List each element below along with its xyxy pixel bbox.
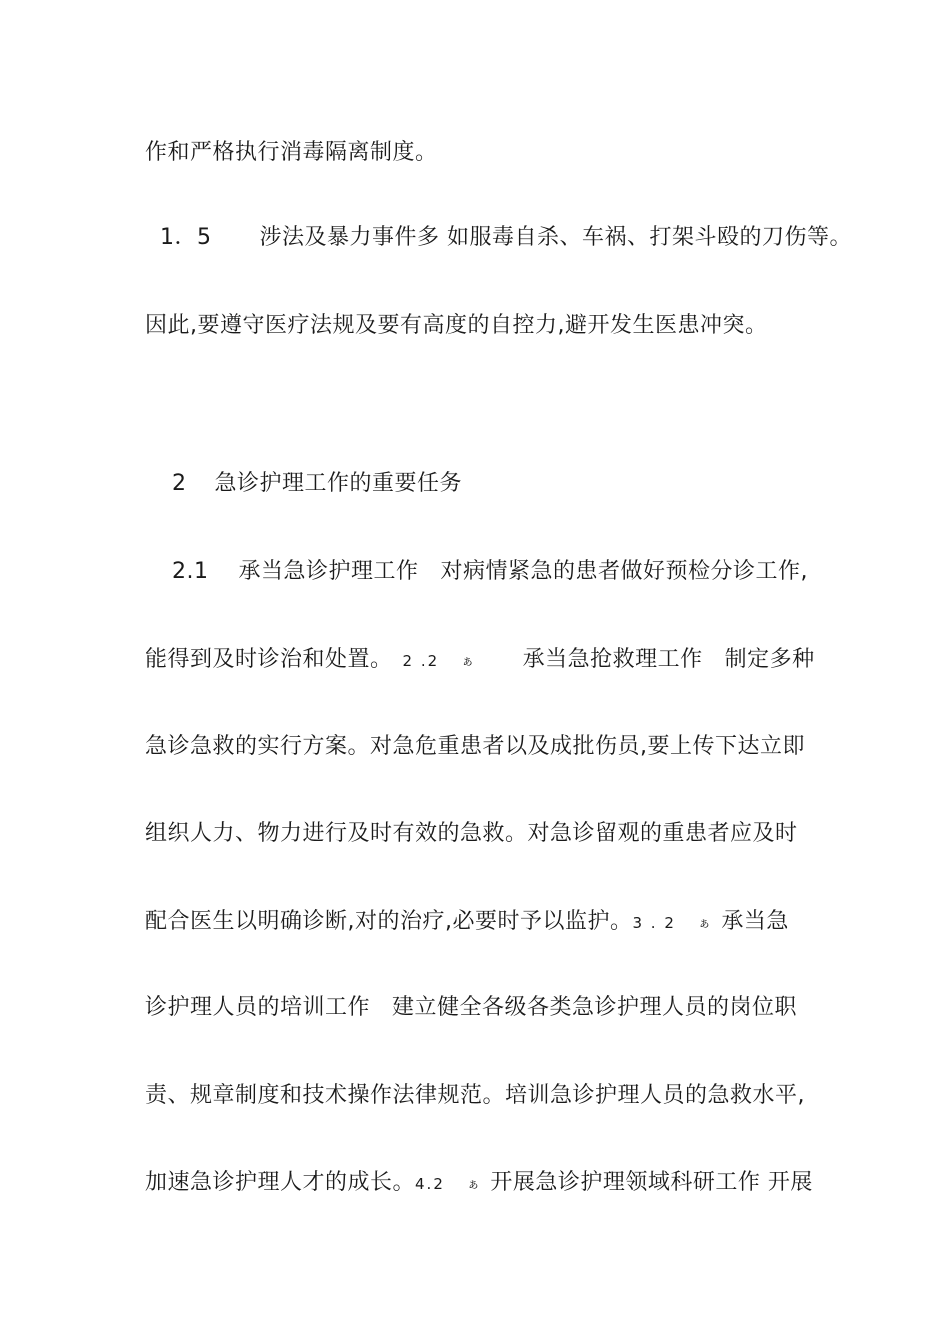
subsection-2-1 bbox=[172, 552, 808, 592]
text-line-10 bbox=[145, 1076, 805, 1116]
line-text: 涉法及暴力事件多 如服毒自杀、车祸、打架斗殴的刀伤等。 bbox=[259, 225, 852, 250]
text-line-1-5 bbox=[160, 218, 852, 258]
line-text: 加速急诊护理人才的成长。 bbox=[145, 1170, 416, 1195]
section-title: 诊护理人员的培训工作 bbox=[145, 995, 371, 1020]
text-line-7 bbox=[145, 814, 798, 854]
section-title: 承当急抢救理工作 bbox=[522, 647, 703, 672]
text-line-8 bbox=[145, 902, 789, 942]
section-number: 2 .2 bbox=[402, 652, 440, 670]
text-line-9 bbox=[145, 988, 797, 1028]
line-text: 作和严格执行消毒隔离制度。 bbox=[145, 140, 438, 165]
line-text: 能得到及时诊治和处置。 bbox=[145, 647, 393, 672]
section-number: 1．5 bbox=[160, 225, 212, 250]
section-title: 承当急 bbox=[721, 909, 789, 934]
section-heading-2 bbox=[172, 464, 462, 504]
line-text: 制定多种 bbox=[724, 647, 815, 672]
text-line-11 bbox=[145, 1163, 813, 1203]
text-line-5 bbox=[145, 640, 815, 680]
stray-glyph: ぁ bbox=[697, 916, 712, 931]
line-text: 配合医生以明确诊断,对的治疗,必要时予以监护。 bbox=[145, 909, 633, 934]
line-text: 责、规章制度和技术操作法律规范。培训急诊护理人员的急救水平, bbox=[145, 1083, 805, 1108]
line-text: 对病情紧急的患者做好预检分诊工作, bbox=[440, 559, 809, 584]
stray-glyph: ぁ bbox=[461, 654, 475, 669]
line-text: 急诊急救的实行方案。对急危重患者以及成批伤员,要上传下达立即 bbox=[145, 734, 805, 759]
line-text: 建立健全各级各类急诊护理人员的岗位职 bbox=[392, 995, 798, 1020]
text-line-6 bbox=[145, 727, 805, 767]
section-title: 承当急诊护理工作 bbox=[238, 559, 419, 584]
section-number: 4.2 bbox=[415, 1175, 445, 1193]
section-number: 2.1 bbox=[172, 559, 209, 584]
text-line-3 bbox=[145, 306, 768, 346]
line-text: 开展急诊护理领域科研工作 开展 bbox=[490, 1170, 813, 1195]
section-number: 2 bbox=[172, 471, 187, 496]
section-number: 3 . 2 bbox=[632, 914, 676, 932]
text-line-1 bbox=[145, 133, 438, 173]
line-text: 因此,要遵守医疗法规及要有高度的自控力,避开发生医患冲突。 bbox=[145, 313, 768, 338]
stray-glyph: ぁ bbox=[466, 1177, 481, 1192]
line-text: 组织人力、物力进行及时有效的急救。对急诊留观的重患者应及时 bbox=[145, 821, 798, 846]
section-title: 急诊护理工作的重要任务 bbox=[214, 471, 463, 496]
